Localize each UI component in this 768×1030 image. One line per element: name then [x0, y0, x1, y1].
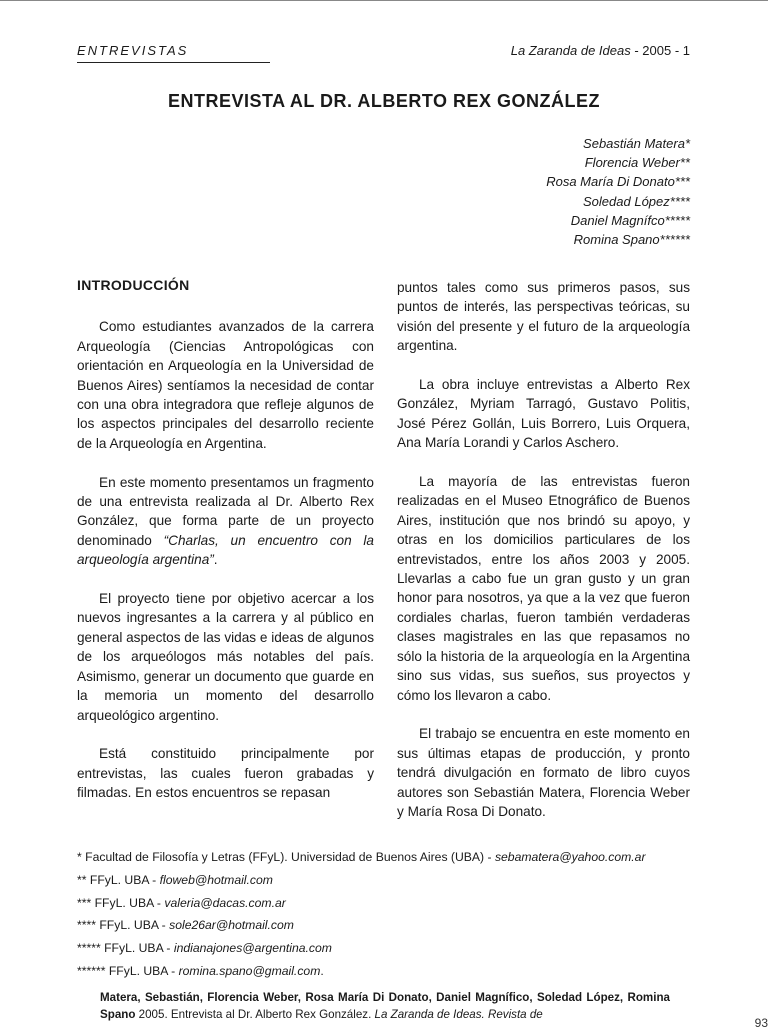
footnote-end: .: [320, 963, 324, 978]
body-paragraph: Está constituido principalmente por entrevistas, las cuales fueron grabadas y filmadas. En estos encuentros se repasan: [77, 746, 374, 801]
body-paragraph: El trabajo se encuentra en este momento en sus últimas etapas de producción, y pronto tendrá divulgación en formato de libro cuyos autores son Sebastián Matera, Florencia Weber y María Rosa Di Donato.: [397, 726, 690, 819]
email-link[interactable]: floweb@hotmail.com: [159, 872, 273, 887]
email-link[interactable]: indianajones@argentina.com: [173, 941, 332, 956]
footnote-text: *** FFyL. UBA -: [77, 895, 165, 910]
footnote: [77, 960, 697, 983]
footnote-text: ***** FFyL. UBA -: [77, 941, 174, 956]
footnote-text: **** FFyL. UBA -: [77, 918, 170, 933]
article-title: ENTREVISTA AL DR. ALBERTO REX GONZÁLEZ: [167, 91, 600, 111]
section-label: ENTREVISTAS: [77, 43, 189, 58]
body-paragraph: [77, 473, 374, 570]
citation-authors: Matera, Sebastián, Florencia Weber, Rosa María Di Donato, Daniel Magnífico, Soledad López, Romina Spano: [100, 991, 670, 1021]
page-number: 93: [754, 1016, 768, 1030]
author: Sebastián Matera*: [583, 136, 690, 151]
running-header: [511, 43, 690, 58]
author: Daniel Magnífco*****: [570, 212, 690, 228]
footnote: [77, 869, 697, 892]
email-link[interactable]: romina.spano@gmail.com: [178, 963, 321, 978]
body-paragraph: La obra incluye entrevistas a Alberto Rex González, Myriam Tarragó, Gustavo Politis, José Pérez Gollán, Luis Borrero, Luis Orquera, Ana María Lorandi y Carlos Aschero.: [397, 377, 690, 451]
footnotes: [77, 846, 697, 983]
citation-journal: La Zaranda de Ideas. Revista de: [374, 1007, 543, 1021]
email-link[interactable]: sole26ar@hotmail.com: [169, 918, 294, 933]
footnote: [77, 937, 697, 960]
left-column: [77, 276, 374, 803]
author: Florencia Weber**: [584, 155, 690, 171]
header-rule: [77, 62, 270, 63]
project-name: “Charlas, un encuentro con la arqueología argentina”: [77, 532, 374, 568]
footnote: [77, 846, 697, 869]
email-link[interactable]: valeria@dacas.com.ar: [164, 895, 286, 910]
citation-text: 2005. Entrevista al Dr. Alberto Rex González.: [135, 1007, 375, 1021]
author-list: [546, 134, 690, 249]
paragraph-end: .: [213, 552, 218, 568]
body-paragraph: La mayoría de las entrevistas fueron realizadas en el Museo Etnográfico de Buenos Aires, institución que nos brindó su apoyo, y otras en los domicilios particulares de los entrevistados, entre los años 2003 y 2005. Llevarlas a cabo fue un gran gusto y un gran honor para nosotros, ya que a la vez que fueron cordiales charlas, fueron también verdaderas clases magistrales en las que repasamos no sólo la historia de la arqueología en la Argentina sino sus vidas, sus sueños, sus proyectos y cómo los llevaron a cabo.: [397, 474, 690, 703]
footnote-text: * Facultad de Filosofía y Letras (FFyL). Universidad de Buenos Aires (UBA) -: [77, 850, 495, 864]
year-issue: - 2005 - 1: [634, 43, 690, 58]
footnote-text: ** FFyL. UBA -: [77, 872, 160, 887]
body-paragraph: Como estudiantes avanzados de la carrera Arqueología (Ciencias Antropológicas con orientación en Arqueología en la Universidad de Buenos Aires) sentíamos la necesidad de contar con una obra integradora que refleje algunos de los aspectos principales del desarrollo reciente de la Arqueología en Argentina.: [77, 319, 374, 451]
body-paragraph: puntos tales como sus primeros pasos, sus puntos de interés, las perspectivas teóricas, su visión del presente y el futuro de la arqueología argentina.: [397, 280, 690, 354]
footnote-text: ****** FFyL. UBA -: [77, 963, 179, 978]
paragraph-text: En este momento presentamos un fragmento de una entrevista realizada al Dr. Alberto Rex González, que forma parte de un proyecto denominado: [77, 474, 374, 548]
section-heading: INTRODUCCIÓN: [77, 277, 190, 293]
author: Rosa María Di Donato***: [546, 174, 690, 190]
author: Soledad López****: [583, 193, 690, 209]
journal-name: La Zaranda de Ideas: [510, 43, 631, 58]
right-column: [397, 278, 690, 821]
footnote: [77, 914, 697, 937]
body-paragraph: El proyecto tiene por objetivo acercar a los nuevos ingresantes a la carrera y al público en general aspectos de las vidas e ideas de algunos de los arqueólogos más notables del país. Asimismo, generar un documento que guarde en la memoria un momento del desarrollo arqueológico argentino.: [77, 591, 374, 723]
footnote: [77, 892, 697, 915]
citation: [100, 990, 670, 1023]
email-link[interactable]: sebamatera@yahoo.com.ar: [494, 850, 646, 864]
author: Romina Spano******: [573, 232, 690, 248]
page-top-border: [0, 0, 768, 1]
